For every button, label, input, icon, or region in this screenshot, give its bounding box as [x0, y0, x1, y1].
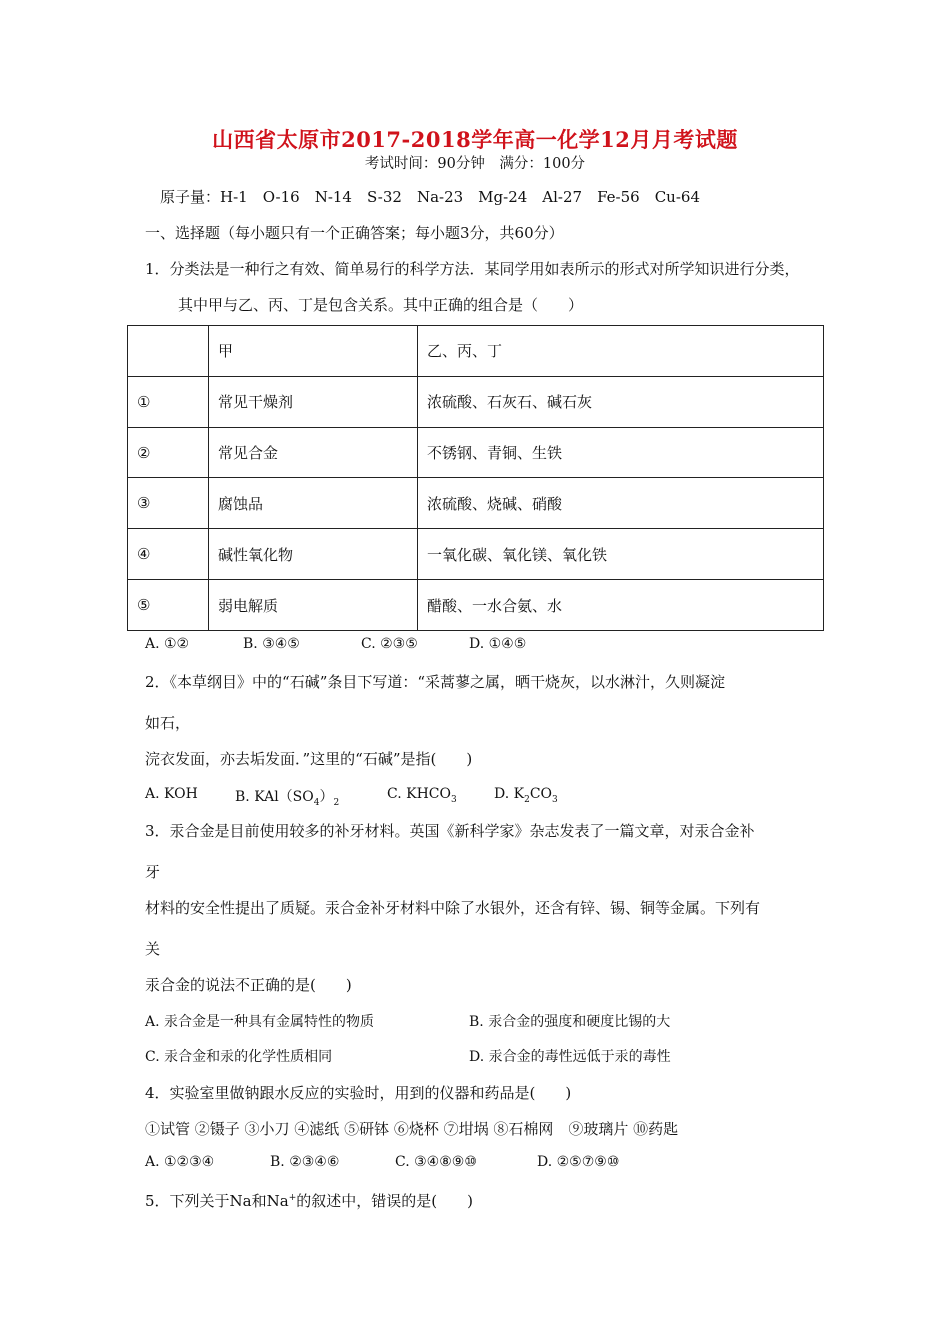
- q4-line1: 4．实验室里做钠跟水反应的实验时，用到的仪器和药品是( ): [145, 1084, 572, 1102]
- q1-option-a: A. ①②: [145, 636, 190, 652]
- table-cell: 常见干燥剂: [209, 376, 418, 427]
- table-cell: ④: [128, 529, 209, 580]
- table-row: [128, 478, 824, 529]
- q2-option-a: A. KOH: [145, 786, 198, 802]
- page-title: 山西省太原市2017-2018学年高一化学12月月考试题: [212, 127, 738, 152]
- q1-option-d: D. ①④⑤: [469, 636, 527, 652]
- q4-option-a: A. ①②③④: [145, 1154, 215, 1170]
- q3-option-b: B. 汞合金的强度和硬度比锡的大: [469, 1014, 671, 1030]
- q3-line3: 材料的安全性提出了质疑。汞合金补牙材料中除了水银外，还含有锌、锡、铜等金属。下列有: [145, 899, 761, 917]
- table-cell: [128, 326, 209, 377]
- subscript: 2: [524, 794, 530, 805]
- q1-stem-line1: 1．分类法是一种行之有效、简单易行的科学方法．某同学用如表所示的形式对所学知识进行分类，: [145, 260, 800, 278]
- table-cell: 浓硫酸、烧碱、硝酸: [418, 478, 824, 529]
- q2-line1: 2．《本草纲目》中的“石碱”条目下写道：“采蒿蓼之属，晒干烧灰，以水淋汁，久则凝淀: [145, 673, 726, 691]
- table-cell: 一氧化碳、氧化镁、氧化铁: [418, 529, 824, 580]
- classification-table: [127, 325, 824, 631]
- table-cell: 弱电解质: [209, 580, 418, 631]
- table-cell: ②: [128, 427, 209, 478]
- q3-option-a: A. 汞合金是一种具有金属特性的物质: [145, 1014, 375, 1030]
- formula-text: ）: [319, 789, 334, 805]
- table-row: [128, 376, 824, 427]
- q4-option-c: C. ③④⑧⑨⑩: [395, 1154, 477, 1170]
- formula-text: D. K: [494, 786, 525, 802]
- subscript: 4: [313, 797, 320, 808]
- q2-option-d: [494, 786, 558, 805]
- table-cell: 甲: [209, 326, 418, 377]
- q4-option-d: D. ②⑤⑦⑨⑩: [537, 1154, 620, 1170]
- table-cell: 浓硫酸、石灰石、碱石灰: [418, 376, 824, 427]
- superscript: +: [288, 1193, 297, 1203]
- table-cell: 乙、丙、丁: [418, 326, 824, 377]
- table-row: [128, 580, 824, 631]
- q3-line1: 3．汞合金是目前使用较多的补牙材料。英国《新科学家》杂志发表了一篇文章，对汞合金补: [145, 822, 755, 840]
- section-heading: 一、选择题（每小题只有一个正确答案；每小题3分，共60分）: [145, 224, 564, 242]
- q2-option-b: [235, 786, 339, 808]
- q2-option-c: [387, 786, 457, 805]
- table-row: [128, 427, 824, 478]
- table-cell: 碱性氧化物: [209, 529, 418, 580]
- q3-line5: 汞合金的说法不正确的是( ): [145, 976, 352, 994]
- q1-option-b: B. ③④⑤: [243, 636, 300, 652]
- q3-line4: 关: [145, 940, 161, 958]
- subscript: 3: [450, 794, 457, 805]
- table-cell: 醋酸、一水合氨、水: [418, 580, 824, 631]
- q2-line3: 浣衣发面，亦去垢发面．”这里的“石碱”是指( ): [145, 750, 473, 768]
- formula-text: C. KHCO: [387, 786, 451, 802]
- table-cell: 常见合金: [209, 427, 418, 478]
- q4-items: ①试管 ②镊子 ③小刀 ④滤纸 ⑤研钵 ⑥烧杯 ⑦坩埚 ⑧石棉网 ⑨玻璃片 ⑩药匙: [145, 1120, 679, 1138]
- subscript: 2: [333, 797, 340, 808]
- q3-line2: 牙: [145, 863, 161, 881]
- table-header-row: [128, 326, 824, 377]
- exam-info: 考试时间：90分钟 满分：100分: [364, 156, 586, 172]
- formula-text: CO: [529, 786, 553, 802]
- q3-option-c: C. 汞合金和汞的化学性质相同: [145, 1049, 333, 1065]
- q1-stem-line2: 其中甲与乙、丙、丁是包含关系。其中正确的组合是（ ）: [178, 296, 584, 314]
- atomic-masses: 原子量：H-1 O-16 N-14 S-32 Na-23 Mg-24 Al-27 Fe-56 Cu-64: [160, 188, 700, 206]
- formula-text: B. KAl（SO: [235, 789, 314, 805]
- table-cell: 腐蚀品: [209, 478, 418, 529]
- subscript: 3: [552, 794, 558, 805]
- table-cell: 不锈钢、青铜、生铁: [418, 427, 824, 478]
- q2-line2: 如石，: [145, 714, 191, 732]
- table-row: [128, 529, 824, 580]
- q1-option-c: C. ②③⑤: [361, 636, 418, 652]
- q5-stem: [145, 1190, 473, 1211]
- q5-text: 的叙述中，错误的是( ): [296, 1192, 473, 1210]
- table-cell: ⑤: [128, 580, 209, 631]
- table-cell: ①: [128, 376, 209, 427]
- q4-option-b: B. ②③④⑥: [270, 1154, 340, 1170]
- q5-text: 5．下列关于Na和Na: [145, 1192, 289, 1210]
- table-cell: ③: [128, 478, 209, 529]
- q3-option-d: D. 汞合金的毒性远低于汞的毒性: [469, 1049, 671, 1065]
